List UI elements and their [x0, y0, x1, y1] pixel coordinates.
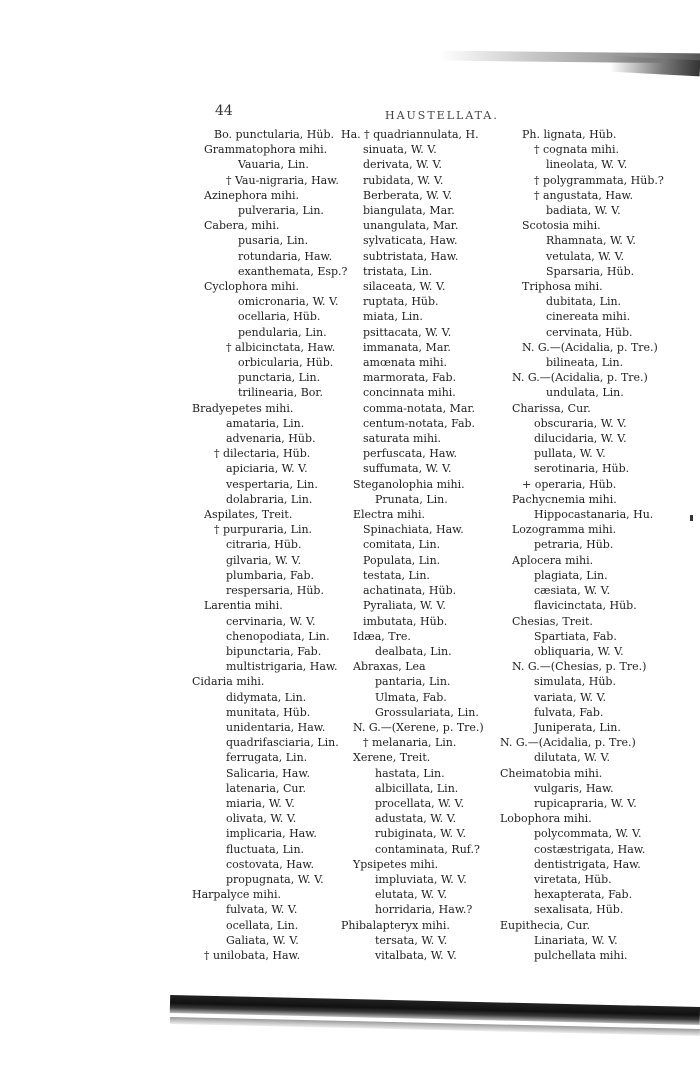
taxon-entry: Cheimatobia mihi.: [500, 766, 603, 780]
taxon-entry: chenopodiata, Lin.: [226, 629, 330, 643]
taxon-entry: testata, Lin.: [363, 568, 430, 582]
taxon-entry: Azinephora mihi.: [204, 188, 299, 202]
taxon-entry: cervinaria, W. V.: [226, 614, 316, 628]
taxon-entry: tristata, Lin.: [363, 264, 433, 278]
taxon-entry: Berberata, W. V.: [363, 188, 453, 202]
taxon-entry: Grammatophora mihi.: [204, 143, 328, 157]
taxon-entry: Steganolophia mihi.: [353, 477, 465, 491]
taxon-entry: † melanaria, Lin.: [363, 736, 457, 750]
taxon-entry: dubitata, Lin.: [546, 295, 622, 309]
taxon-entry: Linariata, W. V.: [534, 933, 618, 947]
taxon-entry: unidentaria, Haw.: [226, 720, 326, 734]
taxon-entry: Vauaria, Lin.: [238, 158, 309, 172]
taxon-entry: gilvaria, W. V.: [226, 553, 302, 567]
taxon-entry: comma-notata, Mar.: [363, 401, 475, 415]
taxon-entry: lineolata, W. V.: [546, 158, 628, 172]
taxon-entry: Bo. punctularia, Hüb.: [214, 128, 335, 141]
taxon-entry: Scotosia mihi.: [522, 219, 601, 233]
taxon-entry: fulvata, Fab.: [534, 705, 604, 719]
taxon-entry: N. G.—(Acidalia, p. Tre.): [522, 340, 658, 354]
taxon-entry: didymata, Lin.: [226, 690, 307, 704]
taxon-entry: variata, W. V.: [534, 690, 606, 704]
taxon-entry: Pachycnemia mihi.: [512, 492, 617, 506]
taxon-entry: trilinearia, Bor.: [238, 386, 323, 400]
taxon-entry: Grossulariata, Lin.: [375, 705, 479, 719]
taxon-entry: saturata mihi.: [363, 432, 442, 446]
taxon-entry: fluctuata, Lin.: [226, 842, 305, 856]
taxon-entry: Xerene, Treit.: [353, 751, 431, 765]
taxon-entry: contaminata, Ruf.?: [375, 842, 480, 856]
taxon-entry: pusaria, Lin.: [238, 234, 309, 248]
running-head: HAUSTELLATA.: [385, 109, 499, 122]
taxon-entry: undulata, Lin.: [546, 386, 624, 400]
taxon-entry: Rhamnata, W. V.: [546, 234, 636, 248]
scan-shadow-top-corner: [610, 56, 700, 77]
taxon-entry: centum-notata, Fab.: [363, 416, 476, 430]
taxon-entry: sylvaticata, Haw.: [363, 234, 458, 248]
taxon-entry: rotundaria, Haw.: [238, 249, 333, 263]
taxon-entry: ruptata, Hüb.: [363, 295, 439, 309]
taxon-entry: Lozogramma mihi.: [512, 523, 617, 537]
taxon-entry: + operaria, Hüb.: [522, 477, 617, 491]
taxon-entry: ferrugata, Lin.: [226, 751, 308, 765]
column-right: [500, 127, 700, 963]
taxon-entry: propugnata, W. V.: [226, 872, 324, 886]
taxon-entry: Chesias, Treit.: [512, 614, 593, 628]
taxon-entry: bilineata, Lin.: [546, 356, 624, 370]
taxon-entry: advenaria, Hüb.: [226, 432, 316, 446]
taxon-entry: suffumata, W. V.: [363, 462, 452, 476]
taxon-entry: dolabraria, Lin.: [226, 492, 313, 506]
taxon-entry: simulata, Hüb.: [534, 675, 616, 689]
taxon-entry: fulvata, W. V.: [226, 903, 298, 917]
taxon-entry: obliquaria, W. V.: [534, 644, 624, 658]
taxon-entry: N. G.—(Xerene, p. Tre.): [353, 720, 484, 734]
taxon-entry: plumbaria, Fab.: [226, 568, 314, 582]
taxon-entry: rupicapraria, W. V.: [534, 796, 637, 810]
taxon-entry: apiciaria, W. V.: [226, 462, 308, 476]
taxon-entry: procellata, W. V.: [375, 796, 465, 810]
taxon-entry: olivata, W. V.: [226, 812, 297, 826]
taxon-entry: tersata, W. V.: [375, 933, 448, 947]
taxon-entry: viretata, Hüb.: [534, 872, 612, 886]
taxon-entry: hexapterata, Fab.: [534, 888, 633, 902]
taxon-entry: silaceata, W. V.: [363, 280, 446, 294]
taxon-entry: † cognata mihi.: [534, 143, 619, 157]
taxon-entry: horridaria, Haw.?: [375, 903, 473, 917]
taxon-entry: Cidaria mihi.: [192, 675, 265, 689]
taxon-entry: miaria, W. V.: [226, 796, 295, 810]
taxon-entry: Ph. lignata, Hüb.: [522, 128, 617, 141]
taxon-entry: immanata, Mar.: [363, 340, 451, 354]
taxon-entry: Sparsaria, Hüb.: [546, 264, 635, 278]
taxon-entry: Cabera, mihi.: [204, 219, 280, 233]
taxon-entry: pulchellata mihi.: [534, 948, 628, 962]
taxon-entry: obscuraria, W. V.: [534, 416, 627, 430]
taxon-entry: costæstrigata, Haw.: [534, 842, 646, 856]
taxon-entry: bipunctaria, Fab.: [226, 644, 322, 658]
taxon-entry: Juniperata, Lin.: [534, 720, 621, 734]
taxon-entry: Harpalyce mihi.: [192, 888, 281, 902]
taxon-entry: sinuata, W. V.: [363, 143, 437, 157]
taxon-entry: ocellaria, Hüb.: [238, 310, 321, 324]
taxon-entry: Spartiata, Fab.: [534, 629, 617, 643]
taxon-entry: dilutata, W. V.: [534, 751, 611, 765]
taxon-entry: quadrifasciaria, Lin.: [226, 736, 339, 750]
taxon-entry: Cyclophora mihi.: [204, 280, 300, 294]
taxon-entry: † dilectaria, Hüb.: [214, 447, 311, 461]
taxon-entry: Spinachiata, Haw.: [363, 523, 464, 537]
taxon-entry: Ha. † quadriannulata, H.: [341, 128, 479, 141]
taxon-entry: Galiata, W. V.: [226, 933, 299, 947]
taxon-entry: Phibalapteryx mihi.: [341, 918, 450, 932]
taxon-entry: Prunata, Lin.: [375, 492, 448, 506]
taxon-entry: psittacata, W. V.: [363, 325, 452, 339]
taxon-entry: unangulata, Mar.: [363, 219, 459, 233]
taxon-entry: Hippocastanaria, Hu.: [534, 508, 654, 522]
taxon-entry: amataria, Lin.: [226, 416, 305, 430]
taxon-entry: impluviata, W. V.: [375, 872, 467, 886]
taxon-entry: costovata, Haw.: [226, 857, 314, 871]
taxon-entry: concinnata mihi.: [363, 386, 456, 400]
taxon-entry: Abraxas, Lea: [353, 660, 426, 674]
taxon-entry: Ypsipetes mihi.: [353, 857, 439, 871]
taxon-entry: Salicaria, Haw.: [226, 766, 310, 780]
taxon-entry: dealbata, Lin.: [375, 644, 452, 658]
taxon-entry: N. G.—(Chesias, p. Tre.): [512, 660, 647, 674]
taxon-entry: dentistrigata, Haw.: [534, 857, 641, 871]
taxon-entry: achatinata, Hüb.: [363, 584, 457, 598]
taxon-entry: † unilobata, Haw.: [204, 948, 301, 962]
taxon-entry: vitalbata, W. V.: [375, 948, 457, 962]
taxon-entry: serotinaria, Hüb.: [534, 462, 630, 476]
taxon-entry: Lobophora mihi.: [500, 812, 592, 826]
taxon-entry: Electra mihi.: [353, 508, 425, 522]
taxon-entry: punctaria, Lin.: [238, 371, 321, 385]
taxon-entry: amœnata mihi.: [363, 356, 448, 370]
taxon-entry: perfuscata, Haw.: [363, 447, 458, 461]
taxon-entry: polycommata, W. V.: [534, 827, 642, 841]
taxon-entry: rubidata, W. V.: [363, 173, 444, 187]
taxon-entry: † polygrammata, Hüb.?: [534, 173, 664, 187]
taxon-entry: † albicinctata, Haw.: [226, 340, 336, 354]
page-number: 44: [215, 103, 233, 119]
taxon-entry: pullata, W. V.: [534, 447, 606, 461]
taxon-entry: † Vau-nigraria, Haw.: [226, 173, 339, 187]
taxon-entry: biangulata, Mar.: [363, 204, 455, 218]
taxon-entry: miata, Lin.: [363, 310, 423, 324]
taxon-entry: Populata, Lin.: [363, 553, 441, 567]
taxon-entry: latenaria, Cur.: [226, 781, 307, 795]
taxon-entry: sexalisata, Hüb.: [534, 903, 624, 917]
taxon-entry: vespertaria, Lin.: [226, 477, 318, 491]
taxon-entry: albicillata, Lin.: [375, 781, 459, 795]
taxon-entry: comitata, Lin.: [363, 538, 441, 552]
taxon-entry: orbicularia, Hüb.: [238, 356, 334, 370]
taxon-entry: cæsiata, W. V.: [534, 584, 611, 598]
taxon-entry: rubiginata, W. V.: [375, 827, 466, 841]
taxon-entry: Bradyepetes mihi.: [192, 401, 294, 415]
taxon-entry: Larentia mihi.: [204, 599, 283, 613]
taxon-entry: Pyraliata, W. V.: [363, 599, 446, 613]
taxon-entry: † purpuraria, Lin.: [214, 523, 313, 537]
taxon-entry: Ulmata, Fab.: [375, 690, 447, 704]
taxon-entry: cinereata mihi.: [546, 310, 631, 324]
taxon-entry: pendularia, Lin.: [238, 325, 327, 339]
taxon-entry: munitata, Hüb.: [226, 705, 311, 719]
taxon-entry: petraria, Hüb.: [534, 538, 614, 552]
taxon-entry: multistrigaria, Haw.: [226, 660, 338, 674]
taxon-entry: Idæa, Tre.: [353, 629, 411, 643]
taxon-entry: derivata, W. V.: [363, 158, 442, 172]
taxon-entry: vulgaris, Haw.: [534, 781, 614, 795]
taxon-entry: dilucidaria, W. V.: [534, 432, 627, 446]
taxon-entry: adustata, W. V.: [375, 812, 457, 826]
taxon-entry: flavicinctata, Hüb.: [534, 599, 637, 613]
taxon-entry: Triphosa mihi.: [522, 280, 603, 294]
taxon-entry: plagiata, Lin.: [534, 568, 608, 582]
taxon-entry: ocellata, Lin.: [226, 918, 299, 932]
taxon-entry: respersaria, Hüb.: [226, 584, 324, 598]
taxon-entry: Aspilates, Treit.: [204, 508, 293, 522]
taxon-entry: vetulata, W. V.: [546, 249, 625, 263]
taxon-entry: elutata, W. V.: [375, 888, 447, 902]
taxon-entry: † angustata, Haw.: [534, 188, 634, 202]
taxon-entry: N. G.—(Acidalia, p. Tre.): [512, 371, 648, 385]
column-middle: [341, 127, 526, 963]
taxon-entry: Charissa, Cur.: [512, 401, 591, 415]
taxon-entry: omicronaria, W. V.: [238, 295, 339, 309]
taxon-entry: subtristata, Haw.: [363, 249, 459, 263]
taxon-entry: N. G.—(Acidalia, p. Tre.): [500, 736, 636, 750]
taxon-entry: marmorata, Fab.: [363, 371, 457, 385]
taxon-entry: hastata, Lin.: [375, 766, 445, 780]
taxon-entry: Eupithecia, Cur.: [500, 918, 590, 932]
taxon-entry: exanthemata, Esp.?: [238, 264, 348, 278]
taxon-entry: badiata, W. V.: [546, 204, 621, 218]
taxon-entry: pantaria, Lin.: [375, 675, 451, 689]
taxon-entry: pulveraria, Lin.: [238, 204, 324, 218]
taxon-entry: cervinata, Hüb.: [546, 325, 633, 339]
taxon-entry: imbutata, Hüb.: [363, 614, 448, 628]
taxon-entry: citraria, Hüb.: [226, 538, 302, 552]
taxon-entry: Aplocera mihi.: [512, 553, 594, 567]
taxon-entry: implicaria, Haw.: [226, 827, 317, 841]
